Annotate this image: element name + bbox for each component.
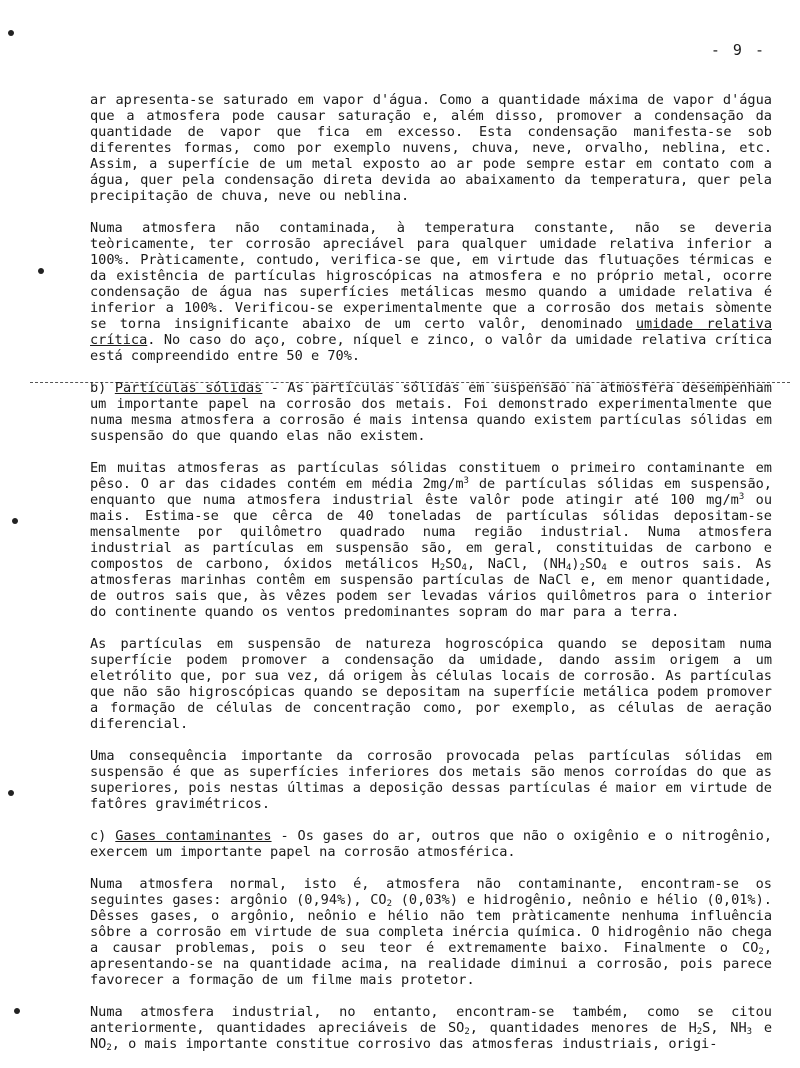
paragraph-normal-atmosphere: Numa atmosfera normal, isto é, atmosfera não contaminante, encontram-se os seguintes gases: argônio (0,94%), $CO_2$ (0,03%) e hidrogênio, neônio e hélio (0,01%). Dêsses gases, o argônio, neônio e hélio não tem pràticamente nenhuma influência sôbre a corrosão em virtude de sua completa inércia química. O hidrogênio não chega a causar problemas, pois o seu teor é extremamente baixo. Finalmente o $CO_2$, apresentando-se na quantidade acima, na realidade diminui a corrosão, pois parece favorecer a formação de um filme mais protetor. [90, 876, 772, 988]
section-c-contaminant-gases: c) Gases contaminantes - Os gases do ar, outros que não o oxigênio e o nitrogênio, exercem um importante papel na corrosão atmosférica. [90, 828, 773, 860]
paragraph-surface-corrosion: Uma consequência importante da corrosão provocada pelas partículas sólidas em suspensão é que as superfícies inferiores dos metais são menos corroídas do que as superiores, pois nestas últimas a deposição dessas partículas é maior em virtude de fatôres gravimétricos. [90, 748, 772, 812]
paragraph-hygroscopic-particles: As partículas em suspensão de natureza hogroscópica quando se depositam numa superfície podem promover a condensação da umidade, dando assim origem a um eletrólito que, por sua vez, dá origem às células locais de corrosão. As partículas que não são higroscópicas quando se depositam na superfície metálica podem promover a formação de células de concentração como, por exemplo, as células de aeração diferencial. [90, 636, 772, 732]
punch-hole-mark [8, 790, 14, 796]
document-body [90, 92, 772, 1068]
punch-hole-mark [12, 518, 18, 524]
paragraph-industrial-atmosphere: Numa atmosfera industrial, no entanto, encontram-se também, como se citou anteriormente, quantidades apreciáveis de $SO_2$, quantidades menores de $H_2S$, $NH_3$ e $NO_2$, o mais importante constitue corrosivo das atmosferas industriais, origi- [90, 1004, 772, 1053]
paragraph-critical-humidity: Numa atmosfera não contaminada, à temperatura constante, não se deveria teòricamente, ter corrosão apreciável para qualquer umidade relativa inferior a 100%. Pràticamente, contudo, verifica-se que, em virtude das flutuações térmicas e da existência de partículas higroscópicas na atmosfera e no próprio metal, ocorre condensação de água nas superfícies metálicas mesmo quando a umidade relativa é inferior a 100%. Verificou-se experimentalmente que a corrosão dos metais sòmente se torna insignificante abaixo de um certo valôr, denominado umidade relativa crítica. No caso do aço, cobre, níquel e zinco, o valôr da umidade relativa crítica está compreendido entre 50 e 70%. [90, 220, 773, 364]
term-critical-humidity: umidade relativa crítica [90, 316, 773, 348]
punch-hole-mark [14, 1008, 20, 1014]
section-b-heading: Partículas sólidas [114, 380, 263, 396]
section-c-heading: Gases contaminantes [115, 828, 272, 844]
paragraph-particle-contaminants: Em muitas atmosferas as partículas sólidas constituem o primeiro contaminante em pêso. O ar das cidades contém em média $2mg/m^3$ de partículas sólidas em suspensão, enquanto que numa atmosfera industrial êste valôr pode atingir até 100 $mg/m^3$ ou mais. Estima-se que cêrca de 40 toneladas de partículas sólidas depositam-se mensalmente por quilômetro quadrado numa região industrial. Numa atmosfera industrial as partículas em suspensão são, em geral, constituidas de carbono e compostos de carbono, óxidos metálicos $H_2SO_4$, NaCl, $(NH_4)_2SO_4$ e outros sais. As atmosferas marinhas contêm em suspensão partículas de NaCl e, em menor quantidade, de outros sais que, às vêzes podem ser levadas vários quilômetros para o interior do continente quando os ventos predominantes sopram do mar para a terra. [90, 460, 773, 620]
paragraph-humidity: ar apresenta-se saturado em vapor d'água. Como a quantidade máxima de vapor d'água que a atmosfera pode causar saturação e, além disso, promover a condensação da quantidade de vapor que fica em excesso. Esta condensação manifesta-se sob diferentes formas, como por exemplo nuvens, chuva, neve, orvalho, neblina, etc. Assim, a superfície de um metal exposto ao ar pode sempre estar em contato com a água, quer pela condensação direta devida ao abaixamento da temperatura, quer pela precipitação de chuva, neve ou neblina. [90, 92, 772, 204]
page-number: - 9 - [710, 41, 766, 59]
punch-hole-mark [8, 30, 14, 36]
punch-hole-mark [38, 268, 44, 274]
section-b-solid-particles: b) Partículas sólidas - As partículas sólidas em suspensão na atmosfera desempenham um importante papel na corrosão dos metais. Foi demonstrado experimentalmente que numa mesma atmosfera a corrosão é mais intensa quando existem partículas sólidas em suspensão do que quando elas não existem. [90, 380, 772, 444]
